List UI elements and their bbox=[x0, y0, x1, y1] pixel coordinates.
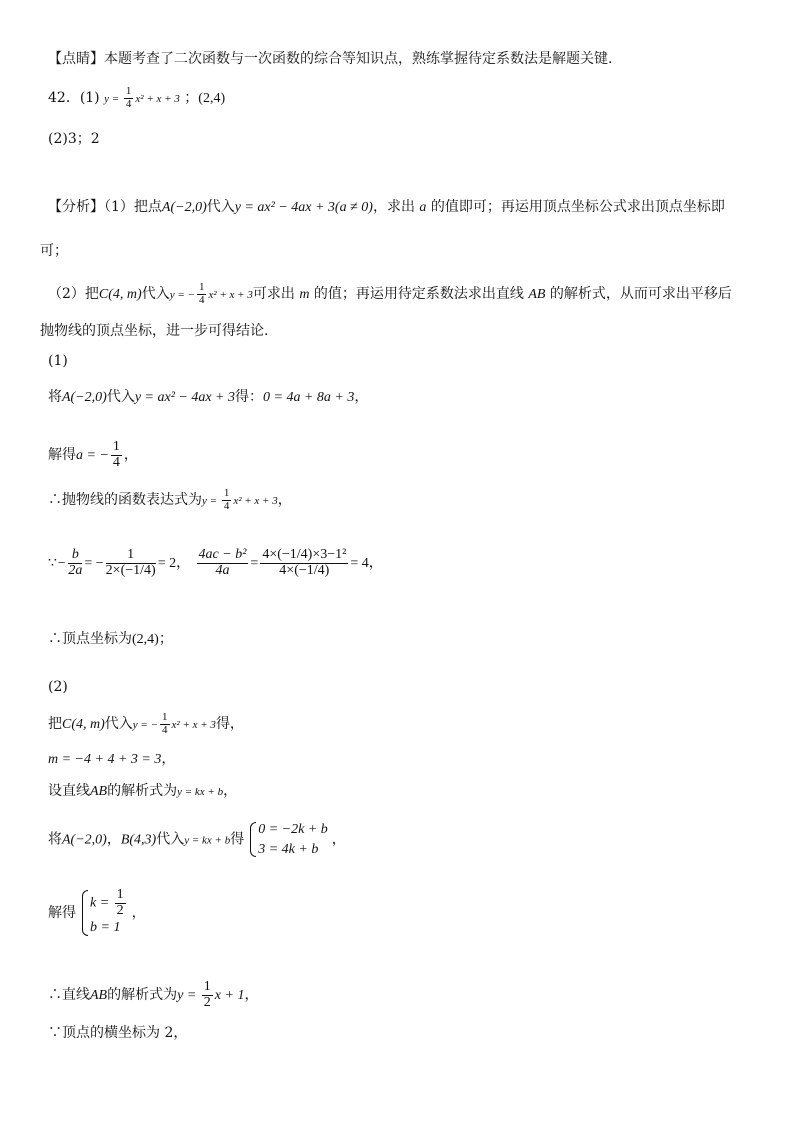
solution-part1-label: (1) bbox=[48, 353, 68, 369]
substitute-c-line: 把C(4, m)代入y = − $\frac{1}{4}$ x² + x + 3得， bbox=[48, 711, 244, 736]
solve-kb-line: 解得 k = $\frac{1}{2}$ b = 1 ， bbox=[48, 888, 146, 938]
substitute-a-line: 将A(−2,0)代入y = ax² − 4ax + 3得：0 = 4a + 8a + 3， bbox=[48, 389, 369, 405]
analysis-part1-cont: 可； bbox=[40, 243, 68, 259]
parabola-expression-line: ∴抛物线的函数表达式为y = $\frac{1}{4}$ x² + x + 3， bbox=[48, 487, 292, 512]
answer-42-part1: 42．(1) y = $\frac{1}{4}$ x² + x + 3 ；(2,4) bbox=[48, 85, 226, 110]
vertex-result-line: ∴顶点坐标为(2,4)； bbox=[48, 631, 173, 647]
line-ab-setup: 设直线AB的解析式为y = kx + b， bbox=[48, 783, 238, 799]
highlight-comment: 【点睛】本题考查了二次函数与一次函数的综合等知识点，熟练掌握待定系数法是解题关键. bbox=[48, 51, 613, 67]
vertex-formula-line: ∵− $\frac{b}{2a}$ = − $\frac{1}{2\times(-1/4)}$ = 2， $\frac{\text{4ac − b²}}{4a}$ = $\frac{\text{4×(−1/4)×3−1²}}{4\times(-1/4)}$ = 4， bbox=[48, 547, 383, 578]
solution-system: k = $\frac{1}{2}$ b = 1 bbox=[80, 888, 128, 938]
solve-a-line: 解得a = − $\frac{1}{4}$ ， bbox=[48, 439, 138, 470]
answer-42-part2: (2)3；2 bbox=[48, 131, 100, 147]
analysis-part1: 【分析】（1）把点A(−2,0)代入y = ax² − 4ax + 3(a ≠ 0)，求出 a 的值即可；再运用顶点坐标公式求出顶点坐标即 bbox=[48, 199, 725, 215]
substitute-ab-line: 将A(−2,0)，B(4,3)代入y = kx + b得 0 = −2k + b 3 = 4k + b ， bbox=[48, 820, 346, 859]
analysis-part2-cont: 抛物线的顶点坐标，进一步可得结论. bbox=[40, 323, 269, 339]
solve-m-line: m = −4 + 4 + 3 = 3， bbox=[48, 751, 176, 767]
analysis-part2: （2）把C(4, m)代入y = − $\frac{1}{4}$ x² + x + 3可求出 m 的值；再运用待定系数法求出直线 AB 的解析式，从而可求出平移后 bbox=[48, 281, 732, 306]
vertex-x-line: ∵顶点的横坐标为 2， bbox=[48, 1025, 188, 1041]
equation-system: 0 = −2k + b 3 = 4k + b bbox=[248, 820, 328, 859]
solution-part2-label: (2) bbox=[48, 679, 68, 695]
line-ab-result: ∴直线AB的解析式为y = $\frac{1}{2}$ x + 1， bbox=[48, 979, 259, 1010]
